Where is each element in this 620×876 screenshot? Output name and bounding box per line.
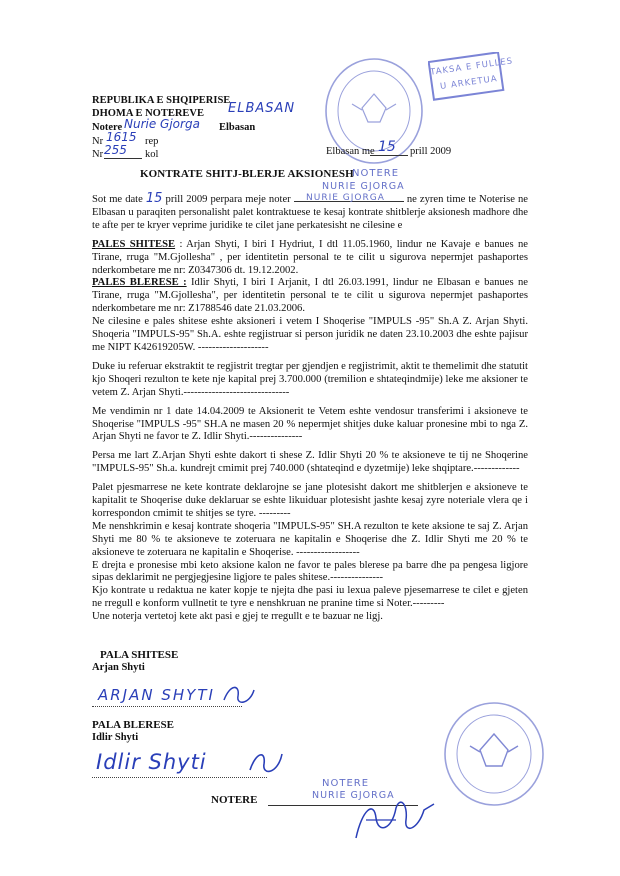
seller-signature-title: PALA SHITESE (100, 649, 179, 661)
final-stamp-title: NOTERE (322, 778, 370, 789)
notary-label: Notere (92, 122, 123, 133)
buyer-label: PALES BLERESE : (92, 277, 187, 289)
date-suffix: prill 2009 (410, 146, 452, 157)
paragraph-certification: Une noterja vertetoj kete akt pasi e gjej te rregullt e te bazuar ne ligj. (92, 611, 383, 623)
chamber-heading: DHOMA E NOTEREVE (92, 108, 205, 119)
notary-signature-label: NOTERE (211, 794, 258, 806)
paragraph-ownership: Me nenshkrimin e kesaj kontrate shoqeria "IMPULS-95" SH.A rezulton te kete aksione te saj Z. Arjan Shyti me 80 % te aksioneve te zoteruara ne kapitalin e Shoqerise dhe Z. Idlir Shyti me 20 % te aksioneve te zoteruara ne kapitalin e Shoqerise. ------------------ (92, 520, 528, 558)
rep-suffix: rep (145, 136, 159, 147)
kol-number-handwritten: 255 (104, 143, 127, 157)
buyer-text: Idlir Shyti, I biri I Arjanit, I dtl 26.03.1991, lindur ne Elbasan e banues ne Tirane, rruga "M.Gjollesha", per identitetin personal te te cilit u sigurova nepermjet pashaportes nderkombetare me nr: Z1788546 date 21.03.2006. (92, 277, 528, 315)
notary-stamp-name: NURIE GJORGA (322, 181, 405, 192)
contract-title: KONTRATE SHITJ-BLERJE AKSIONESH (140, 168, 354, 180)
intro-date-handwritten: 15 (145, 191, 163, 206)
taxa-stamp-line1: TAKSA E FULLES (429, 56, 514, 78)
paragraph-rights: E drejta e pronesise mbi keto aksione kalon ne favor te pales blerese pa barre dhe pa pengesa ligjore sipas deklarimit ne pergjegjesine ligjore te pales shitese.--------------- (92, 559, 528, 584)
seal-bottom-stamp (442, 700, 546, 808)
final-stamp-name: NURIE GJORGA (312, 790, 395, 801)
date-prefix: Elbasan me (326, 146, 375, 157)
paragraph-declaration: Palet pjesmarrese ne kete kontrate deklarojne se jane plotesisht dakort me shitblerjen e aksioneve te kapitalit te Shoqerise duke deklaruar se eshte likuiduar plotesisht jashte kesaj zyre noteriale vlera qe i korrespondon cmimit te shitjes se tyre. --------- (92, 482, 528, 519)
date-day-handwritten: 15 (378, 139, 396, 155)
intro-paragraph: Sot me date 15 prill 2009 perpara meje noter ne zyren time te Noterise ne Elbasan u paraqiten personalisht palet kontraktuese te kesaj kontrate shitblerje aksionesh madhore dhe te afte per te kryer veprime juridike te cilet jane perkatesisht ne cilesine e (92, 191, 528, 231)
contract-body (92, 181, 528, 624)
republic-heading: REPUBLIKA E SHQIPERISE (92, 95, 231, 106)
kol-suffix: kol (145, 149, 159, 160)
buyer-signature-name: Idlir Shyti (92, 732, 139, 743)
paragraph-decision: Me vendimin nr 1 date 14.04.2009 te Aksionerit te Vetem eshte vendosur transferimi i aksioneve te Shoqerise "IMPULS -95" SH.A ne masen 20 % nepermjet shitjes duke kaluar pronesine mbi to nga Z. Arjan Shyti ne favor te Z. Idlir Shyti.--------------- (92, 405, 528, 443)
notary-city: Elbasan (219, 122, 256, 133)
taxa-stamp-line2: U ARKETUA (439, 74, 499, 92)
seller-signature-name: Arjan Shyti (92, 662, 145, 673)
notary-signature (346, 790, 446, 846)
buyer-signature-flourish (244, 746, 288, 780)
seller-signature: ARJAN SHYTI (98, 686, 215, 704)
intro-notary-stamp: NURIE GJORGA (306, 193, 385, 203)
paragraph-capital: Duke iu referuar ekstraktit te regjistrit tregtar per gjendjen e regjistrimit, aktit te themelimit dhe statutit kjo Shoqeri rezulton te kete nje kapital prej 3.700.000 (tremilion e shtateqindmije) leke me aksioner te vetem Z. Arjan Shyti.------------------------------ (92, 360, 528, 398)
rep-number-label: Nr (92, 136, 104, 147)
paragraph-sole-shareholder: Ne cilesine e pales shitese eshte aksioneri i vetem I Shoqerise "IMPULS -95" Sh.A Z. Arjan Shyti. Shoqeria "IMPULS-95" Sh.A. eshte regjistruar si person juridik ne daten 23.10.2003 dhe eshte pajisur me NIPT K42619205W. -------------------- (92, 316, 528, 353)
seller-label: PALES SHITESE (92, 238, 176, 250)
paragraph-price: Persa me lart Z.Arjan Shyti eshte dakort ti shese Z. Idlir Shyti 20 % te aksioneve te tij ne Shoqerine "IMPULS-95" Sh.a. kundrejt cmimit prej 740.000 (shtateqind e dyzetmije) leke shqiptare.------------- (92, 450, 528, 475)
buyer-paragraph (92, 277, 528, 316)
seller-paragraph (92, 239, 528, 278)
paragraph-copies: Kjo kontrate u redaktua ne kater kopje te njejta dhe pasi iu lexua paleve pjesemarrese te cilet e gjeten ne rregull e konform vullnetit te tyre e nenshkruan ne pranine time si Noter.--------- (92, 585, 528, 610)
buyer-signature: Idlir Shyti (96, 750, 207, 774)
chamber-city-handwritten: ELBASAN (228, 101, 296, 116)
rep-number-handwritten: 1615 (106, 130, 137, 144)
notary-name-handwritten: Nurie Gjorga (124, 117, 200, 131)
notary-stamp-title: NOTERE (352, 168, 400, 179)
buyer-signature-title: PALA BLERESE (92, 719, 175, 731)
kol-number-label: Nr (92, 149, 104, 160)
seller-signature-flourish (220, 680, 260, 708)
seller-text: : Arjan Shyti, I biri I Hydriut, I dtl 11.05.1960, lindur ne Kavaje e banues ne Tirane, rruga "M.Gjollesha" , per identitetin personal te te cilit u sigurova nepermjet pashaportes nderkombetare me nr: Z0347306 dt. 19.12.2002. (92, 238, 528, 276)
